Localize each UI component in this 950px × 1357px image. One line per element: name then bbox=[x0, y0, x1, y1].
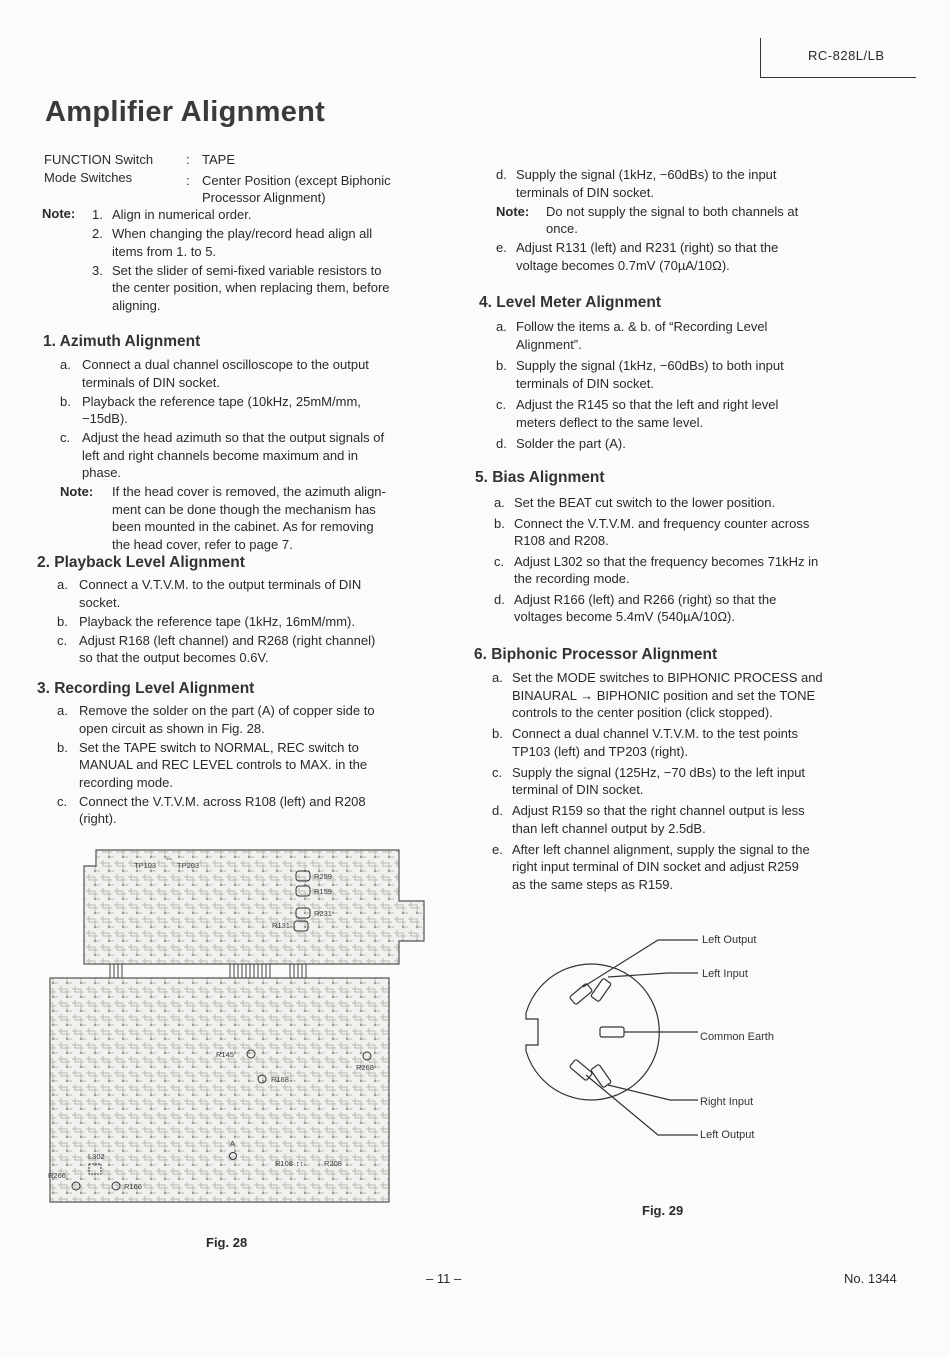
r259-label: R259 bbox=[314, 872, 332, 881]
din-pin-right-input bbox=[591, 1064, 612, 1088]
list-item-label: d. bbox=[492, 803, 503, 818]
list-item-label: a. bbox=[57, 577, 68, 592]
list-item-label: b. bbox=[492, 726, 503, 741]
label-right-input: Right Input bbox=[700, 1096, 754, 1108]
list-item-line: meters deflect to the same level. bbox=[516, 414, 704, 430]
r231-label: R231 bbox=[314, 909, 332, 918]
list-item-line: voltage becomes 0.7mV (70µA/10Ω). bbox=[516, 257, 730, 273]
list-item-line: Connect a dual channel V.T.V.M. to the test points bbox=[512, 726, 798, 741]
label-left-output-bottom: Left Output bbox=[700, 1129, 755, 1141]
section-2-heading: 2. Playback Level Alignment bbox=[37, 554, 245, 571]
r266-label: R266 bbox=[48, 1171, 66, 1180]
header-rule-vertical bbox=[760, 38, 761, 78]
list-item-label: b. bbox=[494, 515, 505, 531]
list-item-line: Follow the items a. & b. of “Recording Level bbox=[516, 319, 768, 334]
list-item-line: After left channel alignment, supply the signal to the bbox=[512, 841, 810, 857]
test-arrows: ↕↕ bbox=[296, 1159, 304, 1168]
list-item-line: terminals of DIN socket. bbox=[82, 374, 220, 390]
mode-switches-value-1: Center Position (except Biphonic bbox=[202, 173, 391, 188]
r131-label: R131 bbox=[272, 921, 290, 930]
din-pin-left-input bbox=[591, 978, 612, 1002]
list-item-line: Connect a dual channel oscilloscope to the output bbox=[82, 357, 369, 372]
list-item-line: R108 and R208. bbox=[514, 533, 609, 548]
leader-left-input bbox=[608, 973, 698, 977]
list-item-line: Adjust L302 so that the frequency becomes 71kHz in bbox=[514, 553, 819, 569]
list-item-label: a. bbox=[57, 703, 68, 718]
fig-28-caption: Fig. 28 bbox=[206, 1235, 248, 1250]
list-item-label: c. bbox=[60, 430, 71, 445]
page-number: – 11 – bbox=[426, 1271, 462, 1286]
list-item-label: a. bbox=[492, 670, 503, 685]
note-line: If the head cover is removed, the azimuth align- bbox=[112, 484, 386, 499]
list-item-label: 3. bbox=[92, 262, 103, 278]
page-title: Amplifier Alignment bbox=[45, 96, 326, 128]
tp203-label: TP203 bbox=[177, 861, 200, 870]
list-item-line: open circuit as shown in Fig. 28. bbox=[79, 720, 265, 736]
list-item-line: as the same steps as R159. bbox=[512, 876, 674, 892]
list-item-line: recording mode. bbox=[79, 774, 173, 790]
list-item-line: Supply the signal (125Hz, −70 dBs) to the left input bbox=[512, 764, 806, 780]
list-item-line: aligning. bbox=[112, 297, 161, 313]
r145-label: R145 bbox=[216, 1050, 234, 1059]
list-item-line: Set the BEAT cut switch to the lower position. bbox=[514, 495, 776, 510]
list-item-label: c. bbox=[57, 632, 68, 648]
list-item-label: c. bbox=[57, 793, 68, 809]
note-label: Note: bbox=[60, 484, 94, 499]
list-item-line: −15dB). bbox=[82, 411, 128, 426]
list-item-line: than left channel output by 2.5dB. bbox=[512, 820, 706, 836]
pcb-layout-figure bbox=[44, 846, 426, 1204]
list-item-line: Connect the V.T.V.M. across R108 (left) and R208 bbox=[79, 793, 366, 809]
list-item-line: Playback the reference tape (10kHz, 25mM/mm, bbox=[82, 393, 361, 409]
list-item-line: Connect the V.T.V.M. and frequency counter across bbox=[514, 515, 810, 531]
list-item-label: a. bbox=[496, 319, 507, 334]
list-item-line: Alignment”. bbox=[516, 336, 582, 352]
list-item-line: terminal of DIN socket. bbox=[512, 782, 644, 797]
r268-label: R268 bbox=[356, 1063, 374, 1072]
list-item-label: d. bbox=[496, 167, 507, 182]
section-5-heading: 5. Bias Alignment bbox=[475, 469, 605, 486]
list-item-line: Supply the signal (1kHz, −60dBs) to both input bbox=[516, 358, 784, 373]
list-item-label: e. bbox=[496, 240, 507, 255]
note-line: Do not supply the signal to both channels at bbox=[546, 203, 799, 219]
list-item-line: Supply the signal (1kHz, −60dBs) to the input bbox=[516, 167, 777, 182]
list-item-line: controls to the center position (click stopped). bbox=[512, 705, 773, 720]
list-item-line: MANUAL and REC LEVEL controls to MAX. in the bbox=[79, 757, 368, 772]
note-line: been mounted in the cabinet. As for removing bbox=[112, 519, 374, 534]
l302-label: L302 bbox=[88, 1152, 105, 1161]
list-item-label: b. bbox=[496, 358, 507, 373]
label-common-earth: Common Earth bbox=[700, 1031, 774, 1043]
r168-label: R168 bbox=[271, 1075, 289, 1084]
note-line: the head cover, refer to page 7. bbox=[112, 536, 293, 552]
list-item-line: socket. bbox=[79, 594, 121, 610]
list-item-line: Adjust R168 (left channel) and R268 (right channel) bbox=[79, 632, 376, 648]
list-item-line: terminals of DIN socket. bbox=[516, 375, 654, 391]
label-left-output-top: Left Output bbox=[702, 934, 757, 946]
list-item-label: c. bbox=[492, 764, 503, 780]
header-rule-horizontal bbox=[760, 77, 916, 78]
document-number: No. 1344 bbox=[844, 1271, 897, 1286]
list-item-label: a. bbox=[494, 495, 505, 510]
point-a-label: A bbox=[230, 1139, 236, 1148]
r159-label: R159 bbox=[314, 887, 332, 896]
list-item-line: Playback the reference tape (1kHz, 16mM/mm). bbox=[79, 613, 355, 629]
function-switch-value: TAPE bbox=[202, 152, 235, 167]
mode-switches-value-2: Processor Alignment) bbox=[202, 190, 326, 205]
list-item-line: Set the slider of semi-fixed variable resistors to bbox=[112, 262, 382, 278]
list-item-line: right input terminal of DIN socket and adjust R259 bbox=[512, 859, 799, 874]
list-item-line: terminals of DIN socket. bbox=[516, 184, 654, 200]
list-item-label: c. bbox=[494, 553, 505, 569]
din-pin-left-output bbox=[569, 983, 592, 1005]
list-item-label: a. bbox=[60, 357, 71, 372]
note-label: Note: bbox=[42, 206, 76, 221]
function-switch-label: FUNCTION Switch bbox=[44, 152, 154, 167]
list-item-line: left and right channels become maximum and in bbox=[82, 447, 359, 463]
list-item-line: When changing the play/record head align all bbox=[112, 226, 373, 241]
function-switch-sep: : bbox=[186, 152, 190, 167]
list-item-label: d. bbox=[496, 436, 507, 451]
list-item-line: voltages become 5.4mV (540µA/10Ω). bbox=[514, 609, 735, 624]
note-line: once. bbox=[546, 221, 578, 236]
note-line: ment can be done though the mechanism has bbox=[112, 501, 376, 517]
tp103-label: TP103 bbox=[134, 861, 157, 870]
tp-dots: °° bbox=[166, 856, 172, 865]
list-item-label: b. bbox=[60, 393, 71, 409]
label-left-input: Left Input bbox=[702, 968, 748, 980]
list-item-line: Adjust the R145 so that the left and right level bbox=[516, 397, 779, 412]
leader-right-output bbox=[586, 1075, 698, 1135]
section-6-heading: 6. Biphonic Processor Alignment bbox=[474, 646, 718, 663]
section-1-heading: 1. Azimuth Alignment bbox=[43, 333, 201, 350]
list-item-label: c. bbox=[496, 397, 507, 412]
list-item-line: the recording mode. bbox=[514, 571, 630, 586]
list-item-line: phase. bbox=[82, 465, 122, 480]
list-item-label: e. bbox=[492, 841, 503, 857]
r208-label: R208 bbox=[324, 1159, 342, 1168]
list-item-line: Adjust R159 so that the right channel output is less bbox=[512, 803, 805, 818]
list-item-line: Connect a V.T.V.M. to the output terminals of DIN bbox=[79, 577, 362, 592]
list-item-label: b. bbox=[57, 613, 68, 629]
list-item-line: Adjust the head azimuth so that the output signals of bbox=[82, 430, 385, 445]
list-item-label: 2. bbox=[92, 226, 103, 241]
mode-switches-label: Mode Switches bbox=[44, 170, 133, 185]
r108-label: R108 bbox=[275, 1159, 293, 1168]
list-item-line: (right). bbox=[79, 811, 117, 826]
mode-switches-sep: : bbox=[186, 173, 190, 188]
pcb-connector-strips bbox=[110, 964, 306, 978]
list-item-line: Align in numerical order. bbox=[112, 207, 252, 222]
list-item-label: b. bbox=[57, 739, 68, 755]
din-socket-figure bbox=[508, 925, 808, 1145]
list-item-line: so that the output becomes 0.6V. bbox=[79, 650, 269, 665]
list-item-line: the center position, when replacing them, before bbox=[112, 280, 390, 295]
list-item-label: 1. bbox=[92, 207, 103, 222]
fig-29-caption: Fig. 29 bbox=[642, 1203, 684, 1218]
list-item-line: Adjust R131 (left) and R231 (right) so that the bbox=[516, 240, 779, 255]
list-item-line: Solder the part (A). bbox=[516, 436, 626, 451]
din-pin-common-earth bbox=[600, 1027, 624, 1037]
list-item-line: items from 1. to 5. bbox=[112, 243, 217, 259]
list-item-line: TP103 (left) and TP203 (right). bbox=[512, 743, 689, 759]
section-3-heading: 3. Recording Level Alignment bbox=[37, 680, 255, 697]
r166-label: R166 bbox=[124, 1182, 142, 1191]
list-item-line: BINAURAL → BIPHONIC position and set the TONE bbox=[512, 687, 816, 703]
model-number: RC-828L/LB bbox=[808, 48, 885, 63]
list-item-label: d. bbox=[494, 591, 505, 607]
list-item-line: Set the TAPE switch to NORMAL, REC switch to bbox=[79, 739, 359, 755]
list-item-line: Remove the solder on the part (A) of copper side to bbox=[79, 703, 375, 718]
section-4-heading: 4. Level Meter Alignment bbox=[479, 294, 662, 311]
list-item-line: Set the MODE switches to BIPHONIC PROCESS and bbox=[512, 670, 823, 685]
leader-left-output bbox=[583, 940, 698, 987]
list-item-line: Adjust R166 (left) and R266 (right) so that the bbox=[514, 591, 777, 607]
note-label: Note: bbox=[496, 203, 530, 219]
